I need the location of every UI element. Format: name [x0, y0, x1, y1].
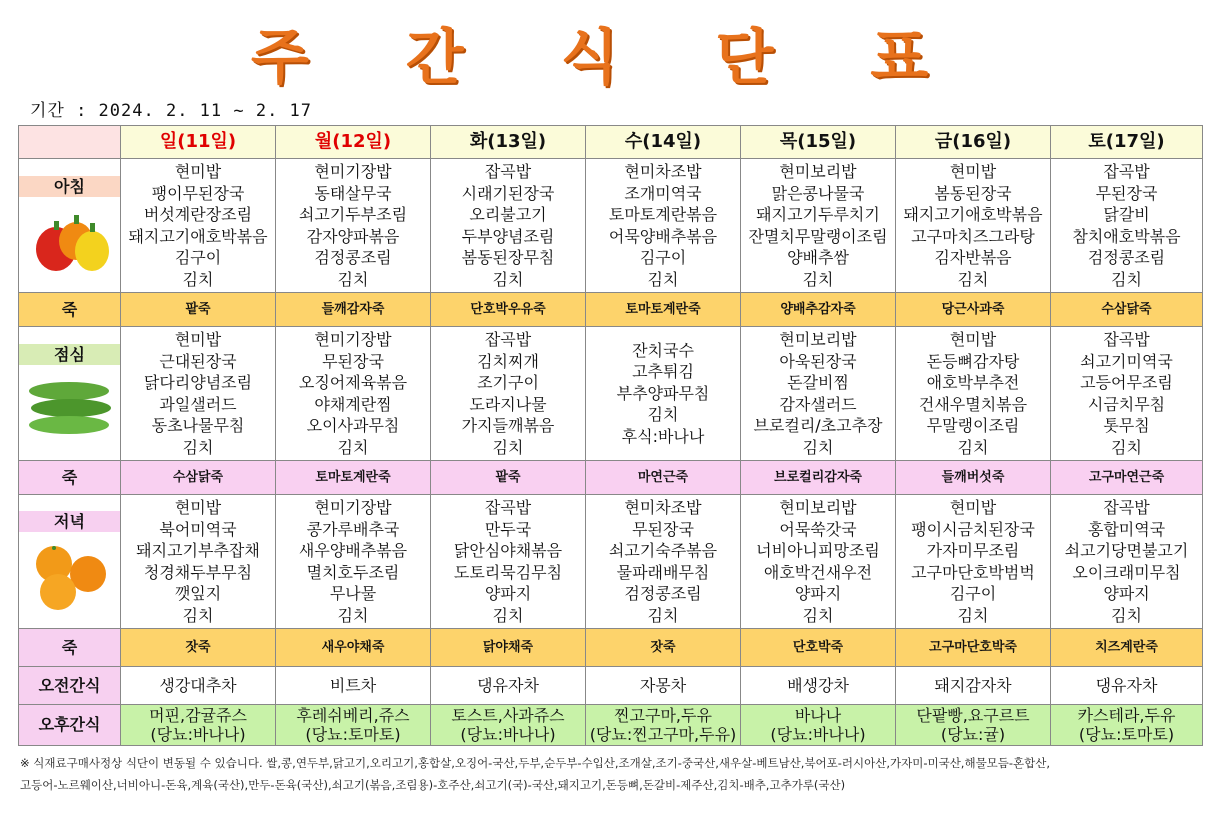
menu-item: (당뇨:바나나) — [460, 725, 556, 744]
breakfast-cell — [121, 159, 276, 293]
weekly-menu-table — [18, 125, 1203, 746]
pm-snack-cell — [896, 705, 1051, 746]
breakfast-cell — [431, 159, 586, 293]
breakfast-cell — [276, 159, 431, 293]
breakfast-cell — [1051, 159, 1203, 293]
menu-item: 검정콩조림 — [1087, 248, 1166, 267]
menu-item: 두부양념조림 — [461, 226, 555, 246]
am-snack-cell: 댕유자차 — [431, 667, 586, 705]
porridge-cell: 들깨감자죽 — [276, 293, 431, 327]
am-snack-cell: 자몽차 — [586, 667, 741, 705]
menu-item: 카스테라,두유 — [1077, 706, 1176, 725]
lunch-cell — [741, 327, 896, 461]
breakfast-cell — [586, 159, 741, 293]
porridge-cell: 단호박우유죽 — [431, 293, 586, 327]
menu-item: 시래기된장국 — [461, 183, 555, 203]
menu-item: 도라지나물 — [469, 394, 547, 414]
menu-item: 토마토계란볶음 — [608, 205, 718, 224]
dinner-cell — [121, 495, 276, 629]
tangerine-icon — [28, 540, 112, 612]
menu-item: 쇠고기숙주볶음 — [608, 541, 718, 560]
porridge-cell: 잣죽 — [586, 629, 741, 667]
bell-pepper-icon — [28, 205, 112, 275]
menu-item: 동초나물무침 — [151, 416, 245, 435]
lunch-cell — [121, 327, 276, 461]
menu-item: 동태살무국 — [314, 183, 392, 203]
am-snack-cell: 배생강차 — [741, 667, 896, 705]
menu-item: 김치 — [492, 269, 524, 289]
menu-item: 고구마단호박범벅 — [911, 562, 1035, 582]
menu-item: 잡곡밥 — [484, 498, 532, 517]
menu-item: 돼지고기애호박볶음 — [128, 226, 268, 246]
porridge-cell: 토마토계란죽 — [586, 293, 741, 327]
menu-item: 쇠고기두부조림 — [298, 205, 408, 224]
dinner-cell — [431, 495, 586, 629]
day-header: 금(16일) — [896, 126, 1051, 159]
menu-item: (당뇨:바나나) — [150, 725, 246, 744]
menu-item: 김치 — [337, 437, 369, 457]
day-header: 수(14일) — [586, 126, 741, 159]
menu-item: 닭안심야채볶음 — [453, 541, 563, 560]
breakfast-row — [19, 159, 1203, 293]
menu-item: 야채계란찜 — [314, 394, 392, 414]
menu-item: 후식:바나나 — [621, 426, 705, 446]
menu-item: 잡곡밥 — [484, 162, 532, 181]
day-header-row — [19, 126, 1203, 159]
menu-item: 깻잎지 — [174, 584, 222, 603]
menu-item: 멸치호두조림 — [306, 562, 400, 582]
dinner-cell — [741, 495, 896, 629]
menu-item: 김치 — [647, 405, 679, 425]
menu-item: 김치 — [492, 437, 524, 457]
dinner-cell — [896, 495, 1051, 629]
menu-item: 너비아니피망조림 — [756, 541, 880, 560]
menu-item: 김자반볶음 — [934, 248, 1012, 267]
menu-item: 김치 — [647, 269, 679, 289]
menu-item: 김치 — [1111, 269, 1142, 289]
menu-item: 부추양파무침 — [616, 383, 710, 403]
pm-snack-cell — [431, 705, 586, 746]
menu-item: 김치 — [1111, 605, 1142, 625]
menu-item: 잔치국수 — [632, 340, 694, 360]
menu-item: 시금치무침 — [1087, 394, 1166, 414]
menu-item: (당뇨:바나나) — [770, 725, 866, 744]
pm-snack-cell — [276, 705, 431, 746]
menu-item: 물파래배무침 — [616, 562, 710, 582]
menu-item: 잡곡밥 — [1103, 330, 1150, 349]
menu-item: 현미보리밥 — [779, 498, 857, 517]
cucumber-icon — [25, 373, 115, 443]
menu-item: 건새우멸치볶음 — [918, 394, 1028, 414]
menu-item: 감자양파볶음 — [306, 226, 400, 246]
porridge-cell: 잣죽 — [121, 629, 276, 667]
menu-item: 양파지 — [794, 584, 842, 603]
breakfast-cell — [896, 159, 1051, 293]
lunch-cell — [586, 327, 741, 461]
pm-snack-cell — [121, 705, 276, 746]
menu-item: 도토리묵김무침 — [453, 562, 563, 582]
menu-item: 참치애호박볶음 — [1072, 226, 1181, 246]
menu-item: 현미밥 — [949, 162, 997, 181]
porridge-row-2 — [19, 461, 1203, 495]
menu-item: 가지들깨볶음 — [461, 416, 555, 435]
porridge-label: 죽 — [19, 629, 121, 667]
menu-item: 김치 — [957, 269, 989, 289]
porridge-cell: 당근사과죽 — [896, 293, 1051, 327]
menu-item: 단팥빵,요구르트 — [916, 706, 1030, 725]
menu-item: 애호박부추전 — [926, 373, 1020, 392]
menu-item: 현미차조밥 — [624, 498, 702, 517]
menu-item: (당뇨:토마토) — [305, 725, 401, 744]
pm-snack-cell — [1051, 705, 1203, 746]
footnote — [20, 752, 1210, 796]
menu-item: 무된장국 — [632, 519, 694, 539]
menu-item: 브로컬리/초고추장 — [753, 416, 883, 435]
menu-item: 팽이무된장국 — [151, 183, 245, 203]
menu-item: 버섯계란장조림 — [143, 205, 253, 224]
day-header: 목(15일) — [741, 126, 896, 159]
menu-item: (당뇨:귤) — [940, 725, 1006, 744]
dinner-cell — [1051, 495, 1203, 629]
breakfast-label-cell — [19, 159, 121, 293]
menu-item: 과일샐러드 — [159, 394, 237, 414]
menu-item: 김치 — [182, 605, 214, 625]
porridge-cell: 브로컬리감자죽 — [741, 461, 896, 495]
porridge-label: 죽 — [19, 461, 121, 495]
menu-item: 봄동된장무침 — [461, 248, 555, 267]
dinner-cell — [276, 495, 431, 629]
menu-item: 토스트,사과쥬스 — [451, 706, 565, 725]
porridge-cell: 수삼닭죽 — [121, 461, 276, 495]
menu-item: 돈등뼈감자탕 — [926, 351, 1020, 371]
menu-item: 김치 — [337, 605, 369, 625]
dinner-cell — [586, 495, 741, 629]
menu-item: 맑은콩나물국 — [771, 183, 865, 203]
menu-item: 쇠고기미역국 — [1080, 351, 1173, 371]
lunch-cell — [1051, 327, 1203, 461]
menu-item: 봄동된장국 — [934, 183, 1012, 203]
menu-item: 잡곡밥 — [1103, 162, 1150, 181]
day-header: 화(13일) — [431, 126, 586, 159]
menu-item: 김구이 — [639, 248, 687, 267]
menu-item: 새우양배추볶음 — [298, 541, 408, 560]
menu-item: 김치 — [802, 605, 834, 625]
menu-item: 김치 — [337, 269, 369, 289]
porridge-cell: 양배추감자죽 — [741, 293, 896, 327]
menu-item: 고추튀김 — [632, 362, 694, 382]
menu-item: 현미기장밥 — [314, 498, 392, 517]
menu-item: 현미기장밥 — [314, 162, 392, 181]
lunch-row — [19, 327, 1203, 461]
menu-item: 양파지 — [484, 584, 532, 603]
am-snack-label: 오전간식 — [19, 667, 121, 705]
menu-item: 양파지 — [1103, 584, 1150, 603]
menu-item: 현미밥 — [949, 498, 997, 517]
menu-item: 잡곡밥 — [484, 330, 532, 349]
menu-item: 현미밥 — [949, 330, 997, 349]
porridge-cell: 단호박죽 — [741, 629, 896, 667]
porridge-row-1 — [19, 293, 1203, 327]
menu-item: 오징어제육볶음 — [298, 373, 408, 392]
menu-item: 현미밥 — [174, 162, 222, 181]
menu-item: 현미밥 — [174, 498, 222, 517]
am-snack-cell: 돼지감자차 — [896, 667, 1051, 705]
menu-item: 돼지고기애호박볶음 — [903, 205, 1043, 224]
menu-item: 김치 — [957, 605, 989, 625]
day-header: 월(12일) — [276, 126, 431, 159]
menu-item: 김치 — [492, 605, 524, 625]
porridge-cell: 팥죽 — [121, 293, 276, 327]
porridge-cell: 닭야채죽 — [431, 629, 586, 667]
porridge-row-3 — [19, 629, 1203, 667]
porridge-cell: 고구마단호박죽 — [896, 629, 1051, 667]
menu-item: 김구이 — [949, 584, 997, 603]
menu-item: 닭갈비 — [1103, 205, 1150, 224]
period-text: 기간 : 2024. 2. 11 ~ 2. 17 — [30, 101, 313, 121]
porridge-cell: 마연근죽 — [586, 461, 741, 495]
menu-item: 김치 — [957, 437, 989, 457]
porridge-cell: 수삼닭죽 — [1051, 293, 1203, 327]
menu-item: 무된장국 — [1095, 183, 1158, 203]
menu-item: (당뇨:찐고구마,두유) — [589, 725, 737, 744]
menu-item: 김치 — [802, 437, 834, 457]
pm-snack-row — [19, 705, 1203, 746]
menu-item: 현미차조밥 — [624, 162, 702, 181]
porridge-cell: 새우야채죽 — [276, 629, 431, 667]
menu-item: 돼지고기두루치기 — [756, 205, 880, 224]
menu-item: 현미보리밥 — [779, 330, 857, 349]
menu-item: 무된장국 — [322, 351, 384, 371]
menu-item: 쇠고기당면불고기 — [1064, 541, 1189, 560]
menu-item: 오이사과무침 — [306, 416, 400, 435]
am-snack-cell: 댕유자차 — [1051, 667, 1203, 705]
porridge-cell: 토마토계란죽 — [276, 461, 431, 495]
menu-item: 고등어무조림 — [1080, 373, 1173, 392]
breakfast-label: 아침 — [19, 176, 120, 198]
menu-item: 북어미역국 — [159, 519, 237, 539]
footnote-line: ※ 식재료구매사정상 식단이 변동될 수 있습니다. 쌀,콩,연두부,닭고기,오리고기,홍합살,오징어-국산,두부,순두부-수입산,조개살,조기-중국산,새우살-베트남산,북어포-러시아산,가자미-미국산,해물모듬-혼합산, — [20, 756, 1051, 770]
am-snack-row — [19, 667, 1203, 705]
menu-item: 김치 — [182, 269, 214, 289]
footnote-line: 고등어-노르웨이산,너비아니-돈육,계육(국산),만두-돈육(국산),쇠고기(볶음,조림용)-호주산,쇠고기(국)-국산,돼지고기,돈등뼈,돈갈비-제주산,김치-배추,고추가루(국산) — [20, 778, 846, 792]
menu-item: 무나물 — [329, 584, 377, 603]
menu-item: 현미기장밥 — [314, 330, 392, 349]
menu-item: 바나나 — [794, 706, 842, 725]
menu-item: 어묵쑥갓국 — [779, 519, 857, 539]
lunch-cell — [276, 327, 431, 461]
menu-item: 톳무침 — [1103, 416, 1150, 435]
menu-item: 애호박건새우전 — [763, 562, 873, 582]
pm-snack-cell — [586, 705, 741, 746]
dinner-label-cell — [19, 495, 121, 629]
lunch-label-cell — [19, 327, 121, 461]
am-snack-cell: 비트차 — [276, 667, 431, 705]
page-title: 주 간 식 단 표 — [250, 23, 967, 93]
day-header: 토(17일) — [1051, 126, 1203, 159]
lunch-cell — [431, 327, 586, 461]
menu-item: 김구이 — [174, 248, 222, 267]
menu-item: 현미보리밥 — [779, 162, 857, 181]
menu-item: 김치 — [802, 269, 834, 289]
menu-item: 검정콩조림 — [624, 584, 702, 603]
porridge-cell: 치즈계란죽 — [1051, 629, 1203, 667]
pm-snack-label: 오후간식 — [19, 705, 121, 746]
menu-item: 가자미무조림 — [926, 541, 1020, 560]
breakfast-cell — [741, 159, 896, 293]
menu-item: 콩가루배추국 — [306, 519, 400, 539]
menu-item: 돈갈비찜 — [787, 373, 849, 392]
menu-item: 검정콩조림 — [314, 248, 392, 267]
menu-item: 찐고구마,두유 — [614, 706, 712, 725]
dinner-row — [19, 495, 1203, 629]
menu-item: 김치 — [1111, 437, 1142, 457]
pm-snack-cell — [741, 705, 896, 746]
menu-item: 오리불고기 — [469, 205, 547, 224]
menu-item: 고구마치즈그라탕 — [911, 226, 1035, 246]
menu-item: 팽이시금치된장국 — [911, 519, 1035, 539]
dinner-label: 저녁 — [19, 511, 120, 533]
day-header: 일(11일) — [121, 126, 276, 159]
menu-item: 감자샐러드 — [779, 394, 857, 414]
lunch-label: 점심 — [19, 344, 120, 366]
menu-item: 만두국 — [484, 519, 532, 539]
porridge-cell: 고구마연근죽 — [1051, 461, 1203, 495]
menu-item: 김치 — [182, 437, 214, 457]
menu-item: 닭다리양념조림 — [143, 373, 253, 392]
menu-item: 김치찌개 — [477, 351, 539, 371]
menu-item: 후레쉬베리,쥬스 — [296, 706, 410, 725]
porridge-cell: 팥죽 — [431, 461, 586, 495]
menu-item: 어묵양배추볶음 — [608, 226, 718, 246]
menu-item: 현미밥 — [174, 330, 222, 349]
am-snack-cell: 생강대추차 — [121, 667, 276, 705]
lunch-cell — [896, 327, 1051, 461]
menu-item: 아욱된장국 — [779, 351, 857, 371]
menu-item: 김치 — [647, 605, 679, 625]
menu-item: 돼지고기부추잡채 — [136, 541, 260, 560]
menu-item: 잡곡밥 — [1103, 498, 1150, 517]
menu-item: (당뇨:토마토) — [1078, 725, 1175, 744]
menu-item: 머핀,감귤쥬스 — [149, 706, 247, 725]
menu-item: 양배추쌈 — [787, 248, 849, 267]
menu-item: 홍합미역국 — [1087, 519, 1166, 539]
menu-item: 조개미역국 — [624, 183, 702, 203]
menu-item: 오이크래미무침 — [1072, 562, 1181, 582]
menu-item: 조기구이 — [477, 373, 539, 392]
corner-cell — [19, 126, 121, 159]
menu-item: 청경채두부무침 — [143, 562, 253, 582]
menu-item: 근대된장국 — [159, 351, 237, 371]
menu-item: 무말랭이조림 — [926, 416, 1020, 435]
porridge-cell: 들깨버섯죽 — [896, 461, 1051, 495]
menu-item: 잔멸치무말랭이조림 — [748, 226, 888, 246]
porridge-label: 죽 — [19, 293, 121, 327]
